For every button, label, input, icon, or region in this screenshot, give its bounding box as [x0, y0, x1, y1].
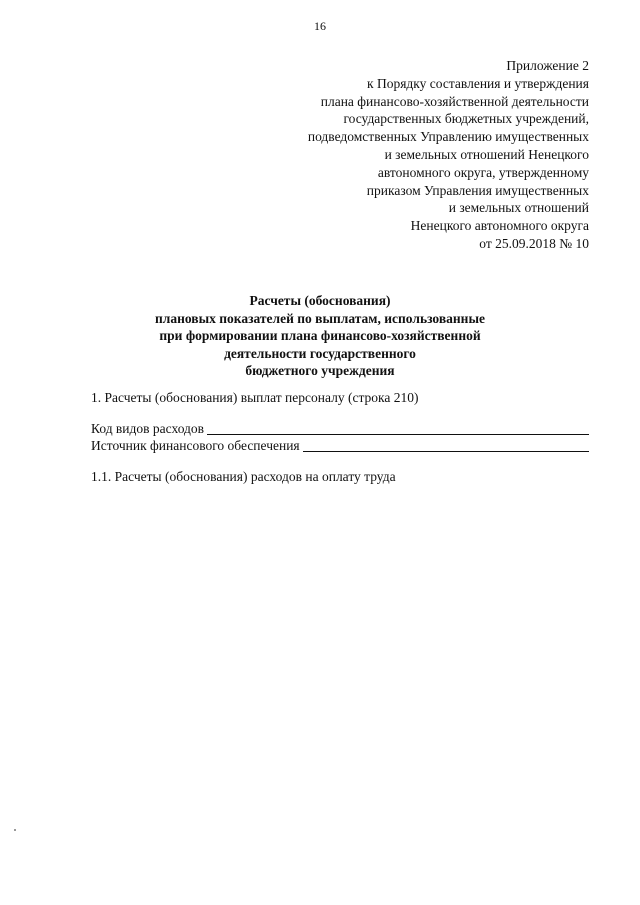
expense-type-code-field[interactable] — [207, 420, 589, 435]
appendix-line: подведомственных Управлению имущественных — [307, 129, 589, 145]
funding-source-row — [91, 436, 589, 454]
appendix-line: приказом Управления имущественных — [366, 182, 589, 198]
funding-source-label: Источник финансового обеспечения — [91, 438, 300, 453]
section-1-1-heading: 1.1. Расчеты (обоснования) расходов на оплату труда — [91, 469, 396, 484]
section-1-heading: 1. Расчеты (обоснования) выплат персоналу (строка 210) — [91, 390, 419, 405]
expense-type-code-row — [91, 419, 589, 437]
title-line: плановых показателей по выплатам, использованные — [155, 310, 485, 326]
title-line: бюджетного учреждения — [245, 363, 395, 378]
appendix-line: и земельных отношений Ненецкого — [384, 146, 589, 162]
title-line: деятельности государственного — [224, 345, 416, 361]
title-line: при формировании плана финансово-хозяйственной — [159, 328, 481, 343]
appendix-line: от 25.09.2018 № 10 — [479, 235, 589, 251]
appendix-header — [308, 57, 589, 253]
appendix-line: к Порядку составления и утверждения — [367, 75, 589, 91]
appendix-line: и земельных отношений — [448, 200, 589, 216]
scan-speck — [14, 829, 16, 831]
appendix-line: автономного округа, утвержденному — [377, 164, 589, 180]
appendix-line: плана финансово-хозяйственной деятельности — [320, 93, 589, 109]
appendix-line: государственных бюджетных учреждений, — [343, 111, 589, 127]
funding-source-field[interactable] — [303, 437, 589, 452]
title-line: Расчеты (обоснования) — [249, 293, 391, 308]
document-title — [0, 292, 640, 380]
appendix-line: Приложение 2 — [506, 58, 589, 73]
page-number: 16 — [314, 19, 326, 33]
appendix-line: Ненецкого автономного округа — [410, 218, 589, 234]
expense-type-code-label: Код видов расходов — [91, 421, 205, 436]
